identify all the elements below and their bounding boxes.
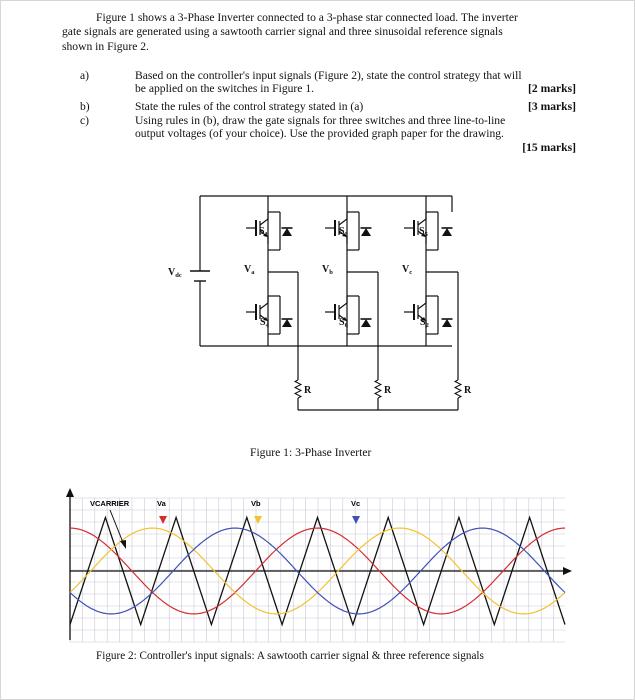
chart-grid <box>70 498 565 642</box>
y-axis-arrow-icon <box>66 488 74 497</box>
question-label: b) <box>80 100 90 113</box>
question-text: State the rules of the control strategy stated in (a) <box>135 100 364 113</box>
switch-label-s4: $S_4$ <box>260 317 269 329</box>
intro-line-3: shown in Figure 2. <box>62 39 149 53</box>
switch-label-s5: $S_5$ <box>419 226 428 238</box>
question-label: a) <box>80 69 90 82</box>
load-label-r: R <box>384 385 392 396</box>
legend-label-vcarrier: VCARRIER <box>90 499 130 508</box>
marks: [2 marks] <box>528 82 576 96</box>
question-text: be applied on the switches in Figure 1. <box>135 82 315 96</box>
switch-label-s1: $S_1$ <box>259 226 268 238</box>
node-label-vb: $V_b$ <box>322 264 333 276</box>
load-label-r: R <box>464 385 472 396</box>
marks: [3 marks] <box>528 100 576 113</box>
question-text: Based on the controller's input signals (Figure 2), state the control strategy that will <box>135 69 522 82</box>
intro-line-2: gate signals are generated using a sawtooth carrier signal and three sinusoidal reference signals <box>62 25 503 39</box>
figure-2-caption: Figure 2: Controller's input signals: A sawtooth carrier signal & three reference signals <box>96 650 484 662</box>
question-text: output voltages (of your choice). Use the provided graph paper for the drawing. <box>135 127 504 141</box>
switch-label-s3: $S_3$ <box>339 226 348 238</box>
question-label: c) <box>80 114 90 127</box>
legend-label-vb: Vb <box>251 499 261 508</box>
switch-label-s6: $S_6$ <box>339 317 348 329</box>
legend-label-vc: Vc <box>351 499 361 508</box>
node-label-va: $V_a$ <box>244 264 255 276</box>
x-axis-arrow-icon <box>563 567 572 575</box>
dc-voltage-label: $V_{dc}$ <box>168 267 182 279</box>
marker-vb-icon <box>254 516 262 524</box>
node-label-vc: $V_c$ <box>402 264 413 276</box>
marker-va-icon <box>159 516 167 524</box>
marks: [15 marks] <box>522 140 576 154</box>
intro-line-1: Figure 1 shows a 3-Phase Inverter connected to a 3-phase star connected load. The inverter <box>96 11 518 24</box>
marker-vc-icon <box>352 516 360 524</box>
question-text: Using rules in (b), draw the gate signals for three switches and three line-to-line <box>135 114 506 127</box>
pointer-arrow-icon <box>120 540 126 549</box>
switch-label-s2: $S_2$ <box>420 317 429 329</box>
legend-label-va: Va <box>157 499 166 508</box>
load-label-r: R <box>304 385 312 396</box>
figure-1-caption: Figure 1: 3-Phase Inverter <box>250 446 372 459</box>
